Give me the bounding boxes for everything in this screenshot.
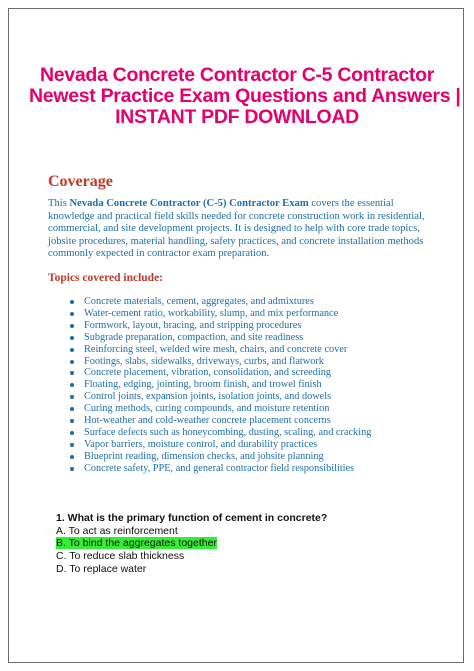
title-line-1: Nevada Concrete Contractor C-5 Contractor [39,64,435,86]
option-c: C. To reduce slab thickness [56,550,185,563]
coverage-intro [48,198,432,261]
option-a: A. To act as reinforcement [56,524,178,537]
topic-item: Floating, edging, jointing, broom finish, and trowel finish [70,379,371,391]
topic-item: Footings, slabs, sidewalks, driveways, curbs, and flatwork [70,356,371,368]
topic-item: Surface defects such as honeycombing, dusting, scaling, and cracking [70,427,371,439]
topic-item: Curing methods, curing compounds, and moisture retention [70,403,371,415]
topics-heading: Topics covered include: [48,272,164,284]
topics-list [70,296,371,475]
topic-item: Control joints, expansion joints, isolation joints, and dowels [70,391,371,403]
title-line-3: INSTANT PDF DOWNLOAD [115,106,359,128]
question-block [56,512,327,576]
question-text: 1. What is the primary function of cement in concrete? [56,512,328,524]
topic-item: Vapor barriers, moisture control, and durability practices [70,439,371,451]
topic-item: Subgrade preparation, compaction, and site readiness [70,332,371,344]
intro-exam-name: Nevada Concrete Contractor (C-5) Contractor Exam [69,198,309,209]
topic-item: Concrete safety, PPE, and general contractor field responsibilities [70,463,371,475]
document-title [29,64,461,128]
option-d: D. To replace water [56,562,147,575]
coverage-heading: Coverage [48,173,113,190]
topic-item: Hot-weather and cold-weather concrete placement concerns [70,415,371,427]
topic-item: Water-cement ratio, workability, slump, and mix performance [70,308,371,320]
intro-text-rest: covers the essential knowledge and practical field skills needed for concrete construction work in residential, commercial, and site development projects. It is designed to help with core trade topics, jobsite procedures, material handling, safety practices, and concrete installation methods commonly expected in contractor exam preparation. [48,198,425,260]
topic-item: Concrete placement, vibration, consolidation, and screeding [70,367,371,379]
topic-item: Blueprint reading, dimension checks, and jobsite planning [70,451,371,463]
intro-text-start: This [48,198,70,209]
topic-item: Reinforcing steel, welded wire mesh, chairs, and concrete cover [70,344,371,356]
option-b-correct-answer: B. To bind the aggregates together [56,537,217,550]
title-line-2: Newest Practice Exam Questions and Answers | [29,85,461,107]
topic-item: Formwork, layout, bracing, and stripping procedures [70,320,371,332]
topic-item: Concrete materials, cement, aggregates, and admixtures [70,296,371,308]
